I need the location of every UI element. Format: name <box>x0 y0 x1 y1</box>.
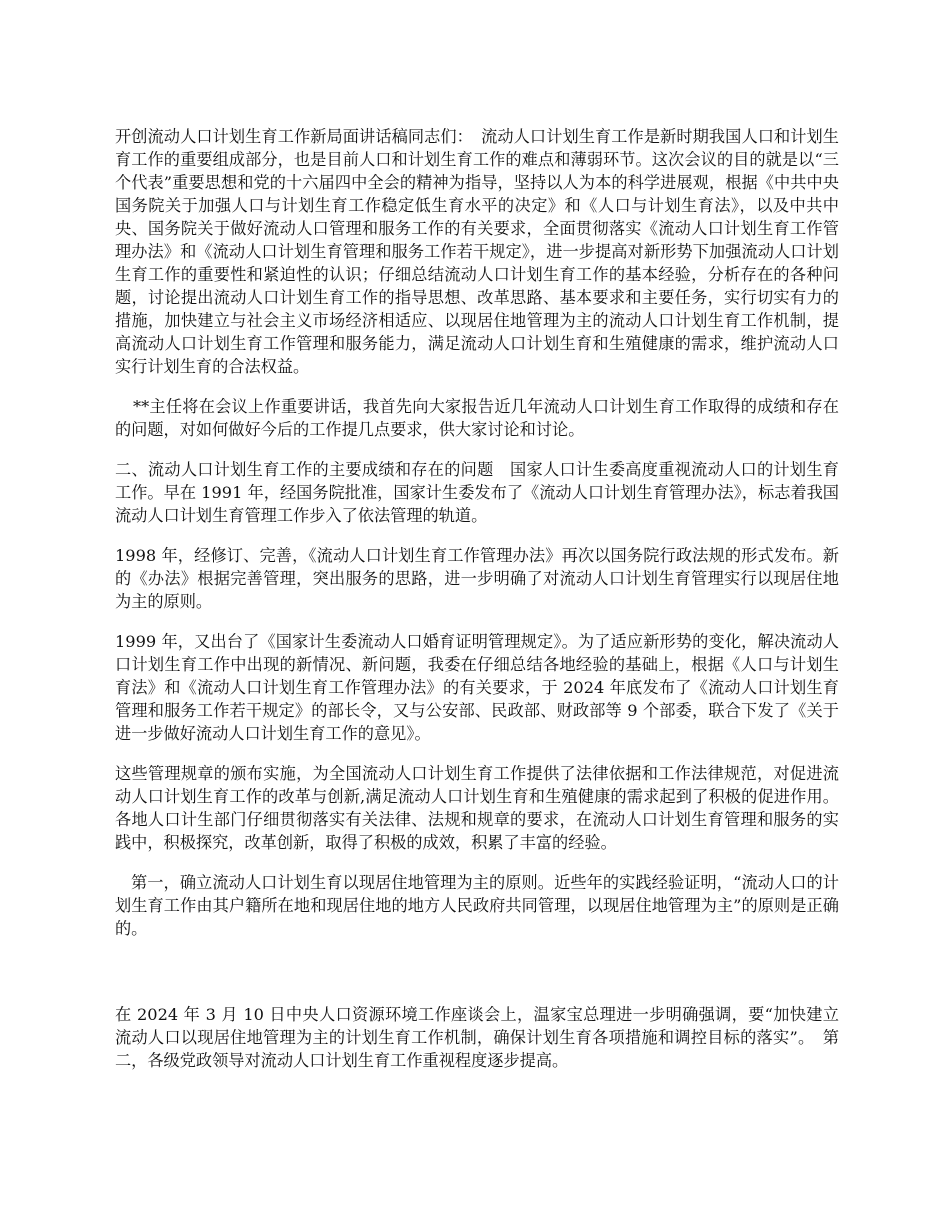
paragraph-1999: 1999 年，又出台了《国家计生委流动人口婚育证明管理规定》。为了适应新形势的变化，解决流动人口计划生育工作中出现的新情况、新问题，我委在仔细总结各地经验的基础上，根据《人口与计划生育法》和《流动人口计划生育工作管理办法》的有关要求，于 2024 年底发布了《流动人口计划生育管理和服务工作若干规定》的部长令，又与公安部、民政部、财政部等 9 个部委，联合下发了《关于进一步做好流动人口计划生育工作的意见》。 <box>115 632 839 743</box>
document-body <box>115 125 839 1072</box>
paragraph-report-intro: **主任将在会议上作重要讲话，我首先向大家报告近几年流动人口计划生育工作取得的成绩和存在的问题，对如何做好今后的工作提几点要求，供大家讨论和讨论。 <box>115 397 839 439</box>
paragraph-regulations: 这些管理规章的颁布实施，为全国流动人口计划生育工作提供了法律依据和工作法律规范，对促进流动人口计划生育工作的改革与创新,满足流动人口计划生育和生殖健康的需求起到了积极的促进作用。各地人口计生部门仔细贯彻落实有关法律、法规和规章的要求，在流动人口计划生育管理和服务的实践中，积极探究，改革创新，取得了积极的成效，积累了丰富的经验。 <box>115 764 839 852</box>
paragraph-section-two: 二、流动人口计划生育工作的主要成绩和存在的问题 国家人口计生委高度重视流动人口的计划生育工作。早在 1991 年，经国务院批准，国家计生委发布了《流动人口计划生育管理办法》，标志着我国流动人口计划生育管理工作步入了依法管理的轨道。 <box>115 460 839 525</box>
paragraph-1998: 1998 年，经修订、完善，《流动人口计划生育工作管理办法》再次以国务院行政法规的形式发布。新的《办法》根据完善管理，突出服务的思路，进一步明确了对流动人口计划生育管理实行以现居住地为主的原则。 <box>115 546 839 611</box>
paragraph-first-point: 第一，确立流动人口计划生育以现居住地管理为主的原则。近些年的实践经验证明，“流动人口的计划生育工作由其户籍所在地和现居住地的地方人民政府共同管理，以现居住地管理为主”的原则是正确的。 <box>115 873 839 938</box>
paragraph-opening: 开创流动人口计划生育工作新局面讲话稿同志们： 流动人口计划生育工作是新时期我国人口和计划生育工作的重要组成部分，也是目前人口和计划生育工作的难点和薄弱环节。这次会议的目的就是以“三个代表”重要思想和党的十六届四中全会的精神为指导，坚持以人为本的科学进展观，根据《中共中央国务院关于加强人口与计划生育工作稳定低生育水平的决定》和《人口与计划生育法》，以及中共中央、国务院关于做好流动人口管理和服务工作的有关要求，全面贯彻落实《流动人口计划生育工作管理办法》和《流动人口计划生育管理和服务工作若干规定》，进一步提高对新形势下加强流动人口计划生育工作的重要性和紧迫性的认识；仔细总结流动人口计划生育工作的基本经验，分析存在的各种问题，讨论提出流动人口计划生育工作的指导思想、改革思路、基本要求和主要任务，实行切实有力的措施，加快建立与社会主义市场经济相适应、以现居住地管理为主的流动人口计划生育工作机制，提高流动人口计划生育工作管理和服务能力，满足流动人口计划生育和生殖健康的需求，维护流动人口实行计划生育的合法权益。 <box>115 127 839 376</box>
paragraph-meeting-2024: 在 2024 年 3 月 10 日中央人口资源环境工作座谈会上，温家宝总理进一步明确强调，要“加快建立流动人口以现居住地管理为主的计划生育工作机制，确保计划生育各项措施和调控目标的落实”。 第二，各级党政领导对流动人口计划生育工作重视程度逐步提高。 <box>115 1005 839 1070</box>
